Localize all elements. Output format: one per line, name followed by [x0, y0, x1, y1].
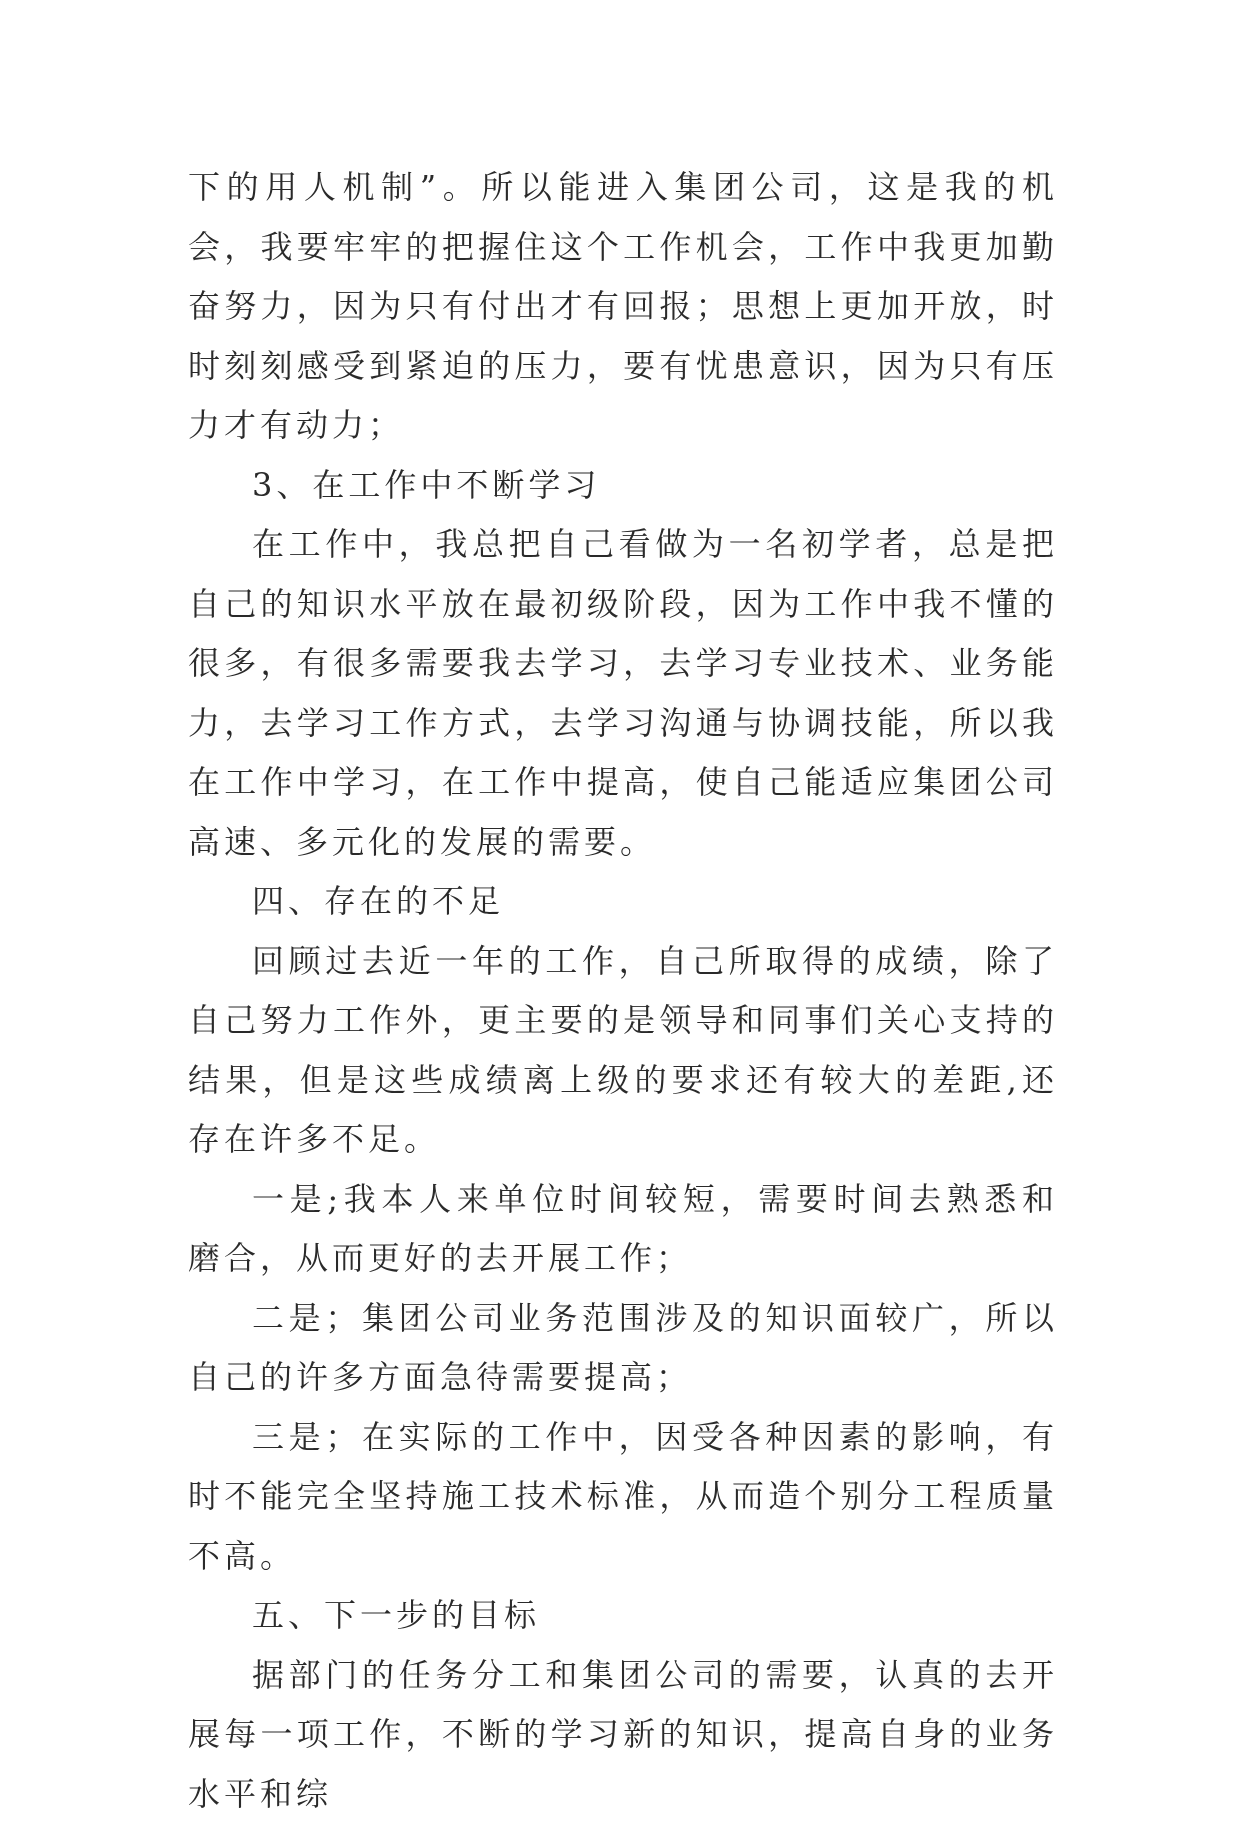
paragraph-point-two: 二是；集团公司业务范围涉及的知识面较广，所以自己的许多方面急待需要提高； — [188, 1289, 1058, 1408]
paragraph-continuation: 下的用人机制”。所以能进入集团公司，这是我的机会，我要牢牢的把握住这个工作机会，工作中我更加勤奋努力，因为只有付出才有回报；思想上更加开放，时时刻刻感受到紧迫的压力，要有忧患意识，因为只有压力才有动力； — [188, 158, 1058, 456]
section-heading-learning: 3、在工作中不断学习 — [188, 456, 1058, 516]
document-body — [188, 158, 1058, 1824]
paragraph-point-three: 三是；在实际的工作中，因受各种因素的影响，有时不能完全坚持施工技术标准，从而造个别分工程质量不高。 — [188, 1408, 1058, 1587]
paragraph-learning: 在工作中，我总把自己看做为一名初学者，总是把自己的知识水平放在最初级阶段，因为工作中我不懂的很多，有很多需要我去学习，去学习专业技术、业务能力，去学习工作方式，去学习沟通与协调技能，所以我在工作中学习，在工作中提高，使自己能适应集团公司高速、多元化的发展的需要。 — [188, 515, 1058, 872]
paragraph-next-goals: 据部门的任务分工和集团公司的需要，认真的去开展每一项工作，不断的学习新的知识，提高自身的业务水平和综 — [188, 1646, 1058, 1824]
section-heading-shortcomings: 四、存在的不足 — [188, 872, 1058, 932]
paragraph-point-one: 一是;我本人来单位时间较短，需要时间去熟悉和磨合，从而更好的去开展工作； — [188, 1170, 1058, 1289]
section-heading-next-goals: 五、下一步的目标 — [188, 1586, 1058, 1646]
paragraph-review: 回顾过去近一年的工作，自己所取得的成绩，除了自己努力工作外，更主要的是领导和同事们关心支持的结果，但是这些成绩离上级的要求还有较大的差距,还存在许多不足。 — [188, 932, 1058, 1170]
